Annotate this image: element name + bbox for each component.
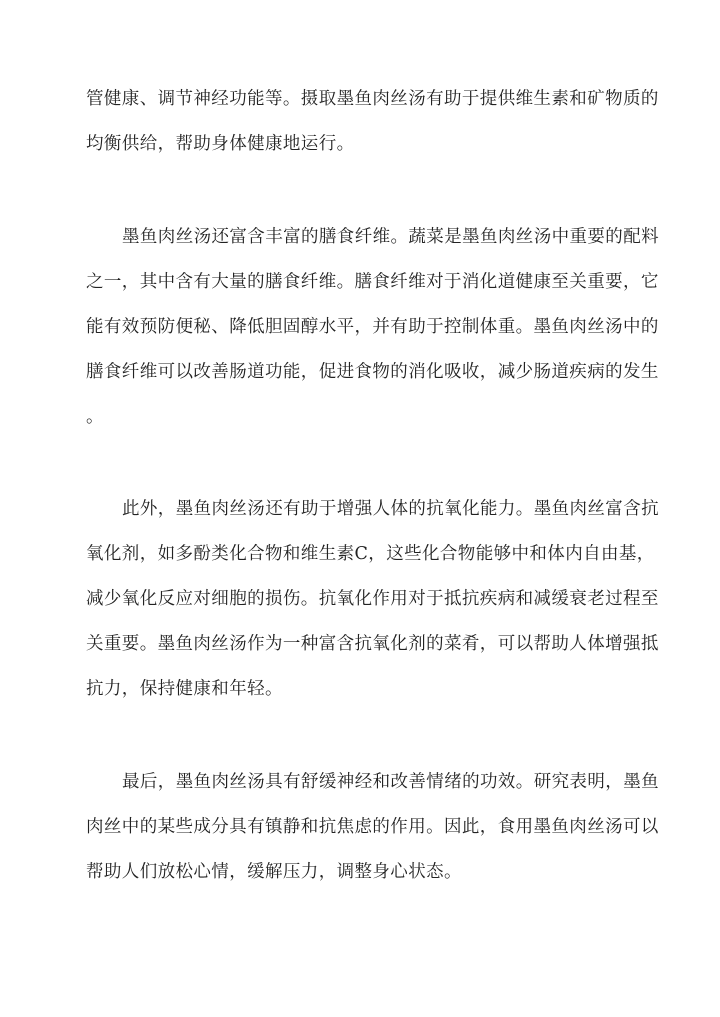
paragraph-line: 。 [86, 407, 104, 427]
paragraph-line: 膳食纤维可以改善肠道功能，促进食物的消化吸收，减少肠道疾病的发生 [86, 362, 659, 382]
paragraph-line: 氧化剂，如多酚类化合物和维生素C，这些化合物能够中和体内自由基， [86, 544, 655, 564]
paragraph-line: 之一，其中含有大量的膳食纤维。膳食纤维对于消化道健康至关重要，它 [86, 272, 659, 292]
paragraph-line: 管健康、调节神经功能等。摄取墨鱼肉丝汤有助于提供维生素和矿物质的 [86, 89, 659, 109]
paragraph-2 [86, 215, 659, 440]
paragraph-line: 抗力，保持健康和年轻。 [86, 679, 283, 699]
paragraph-line: 减少氧化反应对细胞的损伤。抗氧化作用对于抵抗疾病和减缓衰老过程至 [86, 589, 659, 609]
paragraph-line: 肉丝中的某些成分具有镇静和抗焦虑的作用。因此，食用墨鱼肉丝汤可以 [86, 817, 659, 837]
paragraph-line: 关重要。墨鱼肉丝汤作为一种富含抗氧化剂的菜肴，可以帮助人体增强抵 [86, 634, 659, 654]
paragraph-1 [86, 77, 659, 167]
paragraph-line: 最后，墨鱼肉丝汤具有舒缓神经和改善情绪的功效。研究表明，墨鱼 [122, 772, 659, 792]
paragraph-line: 帮助人们放松心情，缓解压力，调整身心状态。 [86, 862, 462, 882]
paragraph-line: 均衡供给，帮助身体健康地运行。 [86, 134, 355, 154]
paragraph-4 [86, 760, 659, 895]
paragraph-line: 能有效预防便秘、降低胆固醇水平，并有助于控制体重。墨鱼肉丝汤中的 [86, 317, 659, 337]
paragraph-3 [86, 487, 659, 712]
paragraph-line: 此外，墨鱼肉丝汤还有助于增强人体的抗氧化能力。墨鱼肉丝富含抗 [122, 499, 659, 519]
paragraph-line: 墨鱼肉丝汤还富含丰富的膳食纤维。蔬菜是墨鱼肉丝汤中重要的配料 [122, 227, 659, 247]
